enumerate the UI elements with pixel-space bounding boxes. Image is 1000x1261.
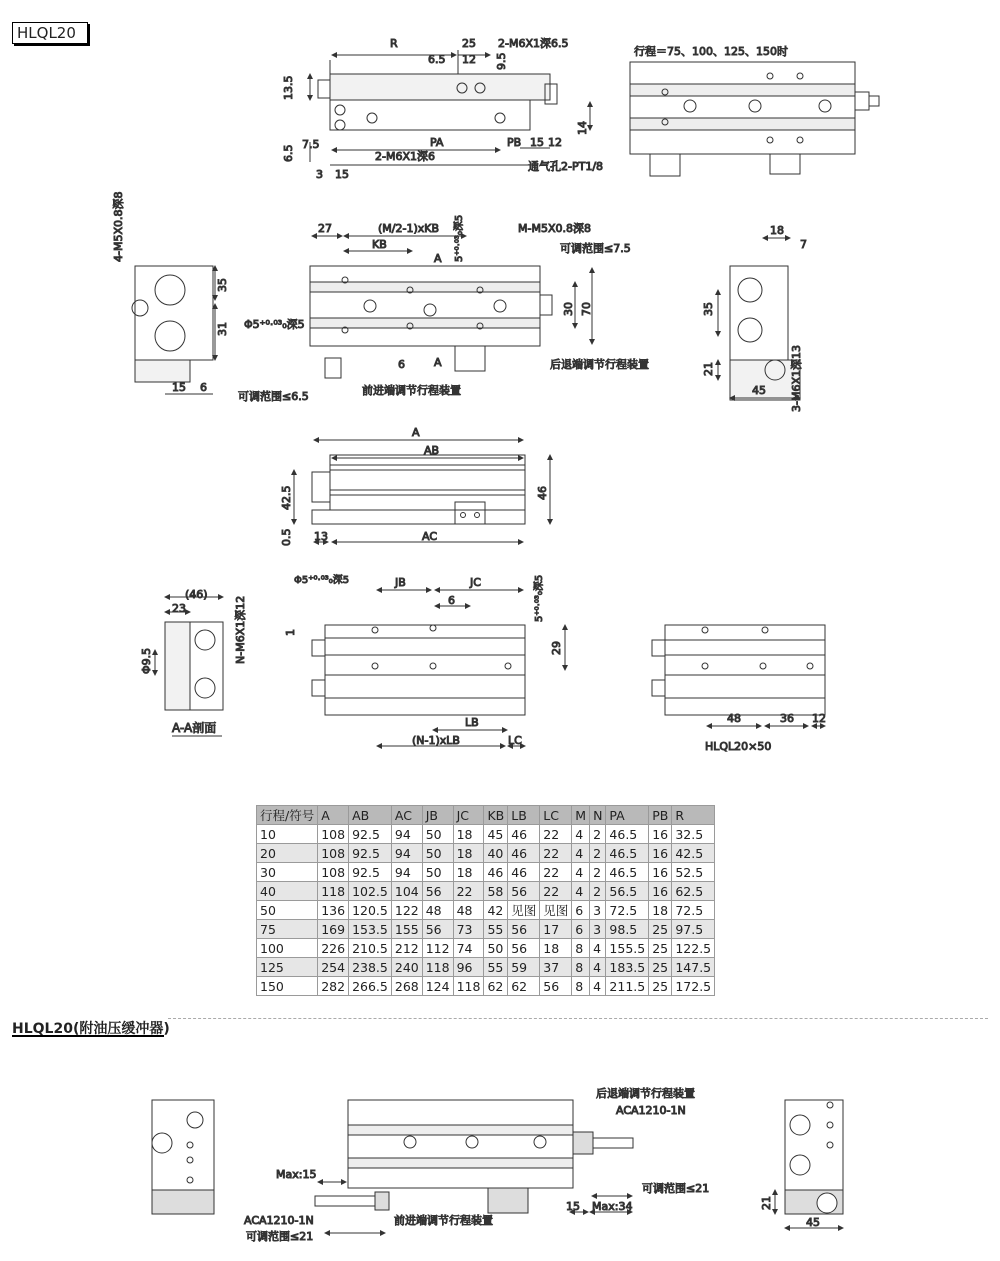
- table-cell: 118: [318, 882, 349, 901]
- table-cell: 40: [257, 882, 318, 901]
- table-cell: 98.5: [606, 920, 649, 939]
- table-cell: 124: [422, 977, 453, 996]
- table-header-cell: JB: [422, 806, 453, 825]
- dimension-label: A: [434, 252, 442, 265]
- table-cell: 25: [649, 958, 672, 977]
- table-cell: 147.5: [672, 958, 715, 977]
- dimension-label: JC: [470, 576, 481, 589]
- dimension-label: M-M5X0.8深8: [518, 222, 591, 235]
- table-cell: 16: [649, 825, 672, 844]
- table-cell: 46: [508, 844, 540, 863]
- table-cell: 4: [572, 863, 590, 882]
- table-cell: 62.5: [672, 882, 715, 901]
- dimension-label: 35: [216, 278, 229, 292]
- dimension-label: 2-M6X1深6.5: [498, 37, 569, 50]
- dimension-label: PA: [430, 136, 444, 149]
- table-cell: 22: [540, 825, 572, 844]
- dimension-label: 27: [318, 222, 332, 235]
- table-cell: 254: [318, 958, 349, 977]
- table-cell: 73: [453, 920, 484, 939]
- dimension-label: 7: [800, 238, 807, 251]
- table-cell: 2: [590, 882, 606, 901]
- table-cell: 37: [540, 958, 572, 977]
- table-row: [257, 882, 715, 901]
- table-cell: 4: [590, 939, 606, 958]
- table-cell: 18: [649, 901, 672, 920]
- table-cell: 102.5: [349, 882, 392, 901]
- table-cell: 183.5: [606, 958, 649, 977]
- dimension-label: 46: [536, 486, 549, 500]
- dimension-label: AC: [422, 530, 438, 543]
- table-row: [257, 863, 715, 882]
- dimension-label: 7.5: [302, 138, 320, 151]
- table-cell: 25: [649, 939, 672, 958]
- dimension-label: PB: [507, 136, 522, 149]
- table-header-cell: A: [318, 806, 349, 825]
- table-cell: 46: [508, 825, 540, 844]
- table-cell: 268: [391, 977, 422, 996]
- table-header-cell: N: [590, 806, 606, 825]
- table-cell: 112: [422, 939, 453, 958]
- table-cell: 97.5: [672, 920, 715, 939]
- front-view-50: [652, 625, 825, 726]
- table-cell: 16: [649, 882, 672, 901]
- dim-R: R: [390, 37, 398, 50]
- table-header-cell: LB: [508, 806, 540, 825]
- dimension-label: ACA1210-1N: [616, 1104, 686, 1117]
- table-header-cell: PA: [606, 806, 649, 825]
- table-cell: 6: [572, 920, 590, 939]
- dimension-label: Φ5⁺⁰·⁰³₀深5: [294, 575, 350, 586]
- dimension-label: 14: [576, 121, 589, 135]
- dimension-label: A: [412, 426, 420, 439]
- dimension-label: 3-M6X1深13: [790, 345, 803, 412]
- dimension-label: 3: [316, 168, 323, 181]
- table-header-cell: KB: [484, 806, 508, 825]
- main-top-view: [310, 236, 592, 378]
- table-header-cell: LC: [540, 806, 572, 825]
- dimension-label: 前进端调节行程装置: [362, 384, 461, 397]
- section2-title: HLQL20(附油压缓冲器): [12, 1021, 170, 1037]
- buffer-side-right: [775, 1100, 843, 1228]
- dimension-label: 行程＝75、100、125、150时: [634, 45, 788, 58]
- dimension-label: 15: [335, 168, 349, 181]
- table-cell: 见图: [540, 901, 572, 920]
- table-header-cell: M: [572, 806, 590, 825]
- dimension-label: 6: [200, 381, 207, 394]
- table-header-cell: R: [672, 806, 715, 825]
- table-cell: 8: [572, 958, 590, 977]
- dimension-label: 12: [812, 712, 826, 725]
- table-cell: 10: [257, 825, 318, 844]
- table-cell: 94: [391, 863, 422, 882]
- dimension-label: 通气孔2-PT1/8: [528, 160, 604, 173]
- table-cell: 50: [422, 863, 453, 882]
- table-cell: 18: [540, 939, 572, 958]
- table-cell: 92.5: [349, 844, 392, 863]
- table-cell: 118: [422, 958, 453, 977]
- table-cell: 108: [318, 844, 349, 863]
- table-cell: 74: [453, 939, 484, 958]
- dimension-label: 42.5: [280, 485, 293, 510]
- dimension-label: ACA1210-1N: [244, 1214, 314, 1227]
- table-cell: 240: [391, 958, 422, 977]
- table-cell: 52.5: [672, 863, 715, 882]
- dimension-label: 13: [314, 530, 328, 543]
- spec-table: [256, 805, 715, 996]
- table-cell: 48: [422, 901, 453, 920]
- table-cell: 56: [422, 882, 453, 901]
- section-aa: [155, 597, 223, 736]
- table-cell: 62: [484, 977, 508, 996]
- table-cell: 8: [572, 939, 590, 958]
- table-header-cell: 行程/符号: [257, 806, 318, 825]
- table-cell: 56: [508, 939, 540, 958]
- dimension-label: KB: [372, 238, 387, 251]
- dimension-label: 前进端调节行程装置: [394, 1214, 493, 1227]
- dimension-label: 18: [770, 224, 784, 237]
- section-divider: [168, 1018, 988, 1019]
- table-cell: 18: [453, 844, 484, 863]
- dimension-label: JB: [395, 576, 406, 589]
- dimension-label: AB: [424, 444, 440, 457]
- dimension-label: (46): [185, 588, 208, 601]
- table-cell: 46.5: [606, 844, 649, 863]
- dimension-label: 15: [530, 136, 544, 149]
- dimension-label: Max:34: [592, 1200, 633, 1213]
- dimension-label: 可调范围≤7.5: [560, 242, 631, 255]
- dimension-label: 6: [398, 358, 405, 371]
- dimension-label: 9.5: [495, 52, 508, 70]
- front-view: [312, 590, 565, 746]
- side-view-left: [132, 266, 215, 394]
- table-cell: 50: [257, 901, 318, 920]
- dimension-label: 45: [806, 1216, 820, 1229]
- dimension-label: N-M6X1深12: [234, 595, 247, 664]
- table-cell: 58: [484, 882, 508, 901]
- table-cell: 94: [391, 825, 422, 844]
- table-cell: 50: [484, 939, 508, 958]
- table-cell: 92.5: [349, 825, 392, 844]
- table-cell: 210.5: [349, 939, 392, 958]
- table-row: [257, 901, 715, 920]
- table-cell: 42.5: [672, 844, 715, 863]
- spec-table-body: [257, 825, 715, 996]
- dimension-label: 0.5: [280, 528, 293, 546]
- model-title: HLQL20: [12, 22, 88, 44]
- table-header-cell: AC: [391, 806, 422, 825]
- table-cell: 见图: [508, 901, 540, 920]
- table-cell: 155: [391, 920, 422, 939]
- table-cell: 45: [484, 825, 508, 844]
- dimension-label: 25: [462, 37, 476, 50]
- table-cell: 55: [484, 958, 508, 977]
- table-cell: 56: [508, 920, 540, 939]
- table-row: [257, 977, 715, 996]
- dimension-label: 6: [448, 594, 455, 607]
- table-cell: 122: [391, 901, 422, 920]
- table-cell: 56.5: [606, 882, 649, 901]
- table-cell: 8: [572, 977, 590, 996]
- dimension-label: (N-1)xLB: [412, 734, 460, 747]
- dimension-label: A: [434, 356, 442, 369]
- dimension-label: 36: [780, 712, 794, 725]
- table-cell: 6: [572, 901, 590, 920]
- table-cell: 22: [453, 882, 484, 901]
- table-cell: 172.5: [672, 977, 715, 996]
- dimension-label: LC: [508, 734, 522, 747]
- table-cell: 4: [572, 882, 590, 901]
- table-cell: 108: [318, 863, 349, 882]
- table-cell: 2: [590, 863, 606, 882]
- dimension-label: 可调范围≤21: [246, 1230, 314, 1243]
- dimension-label: 45: [752, 384, 766, 397]
- table-cell: 155.5: [606, 939, 649, 958]
- table-cell: 40: [484, 844, 508, 863]
- dimension-label: 5⁺⁰·⁰³₀深5: [534, 574, 545, 622]
- table-header-cell: PB: [649, 806, 672, 825]
- table-cell: 2: [590, 844, 606, 863]
- table-cell: 20: [257, 844, 318, 863]
- table-cell: 169: [318, 920, 349, 939]
- table-cell: 153.5: [349, 920, 392, 939]
- dimension-label: 15: [566, 1200, 580, 1213]
- table-cell: 56: [508, 882, 540, 901]
- table-cell: 59: [508, 958, 540, 977]
- table-cell: 75: [257, 920, 318, 939]
- side-elevation: [294, 440, 550, 542]
- table-cell: 120.5: [349, 901, 392, 920]
- dimension-label: 35: [702, 302, 715, 316]
- dimension-label: 后退端调节行程装置: [596, 1087, 695, 1100]
- table-cell: 56: [540, 977, 572, 996]
- top-view-right: [630, 62, 879, 176]
- table-cell: 282: [318, 977, 349, 996]
- dimension-label: 4-M5X0.8深8: [112, 191, 125, 262]
- side-view-right: [718, 238, 800, 400]
- dimension-label: Max:15: [276, 1168, 317, 1181]
- dimension-label: 21: [760, 1196, 773, 1210]
- table-cell: 122.5: [672, 939, 715, 958]
- section2-underline: [12, 1035, 164, 1037]
- table-cell: 62: [508, 977, 540, 996]
- table-cell: 118: [453, 977, 484, 996]
- table-cell: 100: [257, 939, 318, 958]
- table-cell: 94: [391, 844, 422, 863]
- table-cell: 4: [572, 844, 590, 863]
- dimension-label: 12: [548, 136, 562, 149]
- table-cell: 150: [257, 977, 318, 996]
- table-row: [257, 844, 715, 863]
- dimension-label: HLQL20×50: [705, 740, 772, 753]
- table-row: [257, 920, 715, 939]
- dimension-label: 1: [284, 629, 297, 636]
- table-cell: 56: [422, 920, 453, 939]
- dimension-label: A-A剖面: [172, 721, 217, 735]
- table-cell: 50: [422, 844, 453, 863]
- dimension-label: 6.5: [428, 53, 446, 66]
- table-cell: 92.5: [349, 863, 392, 882]
- table-cell: 22: [540, 863, 572, 882]
- dimension-label: 可调范围≤6.5: [238, 390, 309, 403]
- table-cell: 4: [590, 958, 606, 977]
- dimension-label: Φ5⁺⁰·⁰³₀深5: [244, 318, 305, 331]
- buffer-side-left: [152, 1100, 214, 1214]
- table-cell: 46: [484, 863, 508, 882]
- table-cell: 4: [572, 825, 590, 844]
- table-cell: 18: [453, 825, 484, 844]
- dimension-label: 15: [172, 381, 186, 394]
- table-cell: 136: [318, 901, 349, 920]
- dimension-label: 5⁺⁰·⁰³₀深5: [454, 214, 465, 262]
- dimension-label: LB: [465, 716, 479, 729]
- table-cell: 18: [453, 863, 484, 882]
- dimension-label: 6.5: [282, 144, 295, 162]
- dimension-label: 70: [580, 302, 593, 316]
- table-cell: 212: [391, 939, 422, 958]
- dimension-label: 21: [702, 362, 715, 376]
- dimension-label: 30: [562, 302, 575, 316]
- table-cell: 96: [453, 958, 484, 977]
- table-row: [257, 825, 715, 844]
- dimension-label: Φ9.5: [140, 647, 153, 674]
- dimension-label: 48: [727, 712, 741, 725]
- table-cell: 25: [649, 920, 672, 939]
- table-cell: 266.5: [349, 977, 392, 996]
- table-cell: 72.5: [672, 901, 715, 920]
- dimension-label: 可调范围≤21: [642, 1182, 710, 1195]
- table-cell: 50: [422, 825, 453, 844]
- table-row: [257, 958, 715, 977]
- table-row: [257, 939, 715, 958]
- table-cell: 125: [257, 958, 318, 977]
- table-cell: 22: [540, 882, 572, 901]
- table-cell: 42: [484, 901, 508, 920]
- dimension-label: 13.5: [282, 75, 295, 100]
- table-cell: 55: [484, 920, 508, 939]
- table-header-cell: JC: [453, 806, 484, 825]
- table-cell: 16: [649, 844, 672, 863]
- table-cell: 108: [318, 825, 349, 844]
- table-cell: 238.5: [349, 958, 392, 977]
- table-cell: 25: [649, 977, 672, 996]
- dimension-label: (M/2-1)xKB: [378, 222, 440, 235]
- table-cell: 211.5: [606, 977, 649, 996]
- table-cell: 17: [540, 920, 572, 939]
- dimension-label: 29: [550, 641, 563, 655]
- table-cell: 22: [540, 844, 572, 863]
- table-cell: 4: [590, 977, 606, 996]
- dimension-label: 12: [462, 53, 476, 66]
- dimension-label: 后退端调节行程装置: [550, 358, 649, 371]
- dimension-label: 2-M6X1深6: [375, 150, 435, 163]
- table-cell: 2: [590, 825, 606, 844]
- table-cell: 104: [391, 882, 422, 901]
- table-cell: 226: [318, 939, 349, 958]
- dimension-label: 31: [216, 322, 229, 336]
- table-cell: 48: [453, 901, 484, 920]
- table-cell: 3: [590, 920, 606, 939]
- table-cell: 30: [257, 863, 318, 882]
- dimension-label: 23: [172, 602, 186, 615]
- table-cell: 46: [508, 863, 540, 882]
- table-cell: 32.5: [672, 825, 715, 844]
- table-header-cell: AB: [349, 806, 392, 825]
- table-cell: 3: [590, 901, 606, 920]
- spec-table-header: [257, 806, 715, 825]
- table-cell: 46.5: [606, 863, 649, 882]
- table-cell: 16: [649, 863, 672, 882]
- table-cell: 72.5: [606, 901, 649, 920]
- table-cell: 46.5: [606, 825, 649, 844]
